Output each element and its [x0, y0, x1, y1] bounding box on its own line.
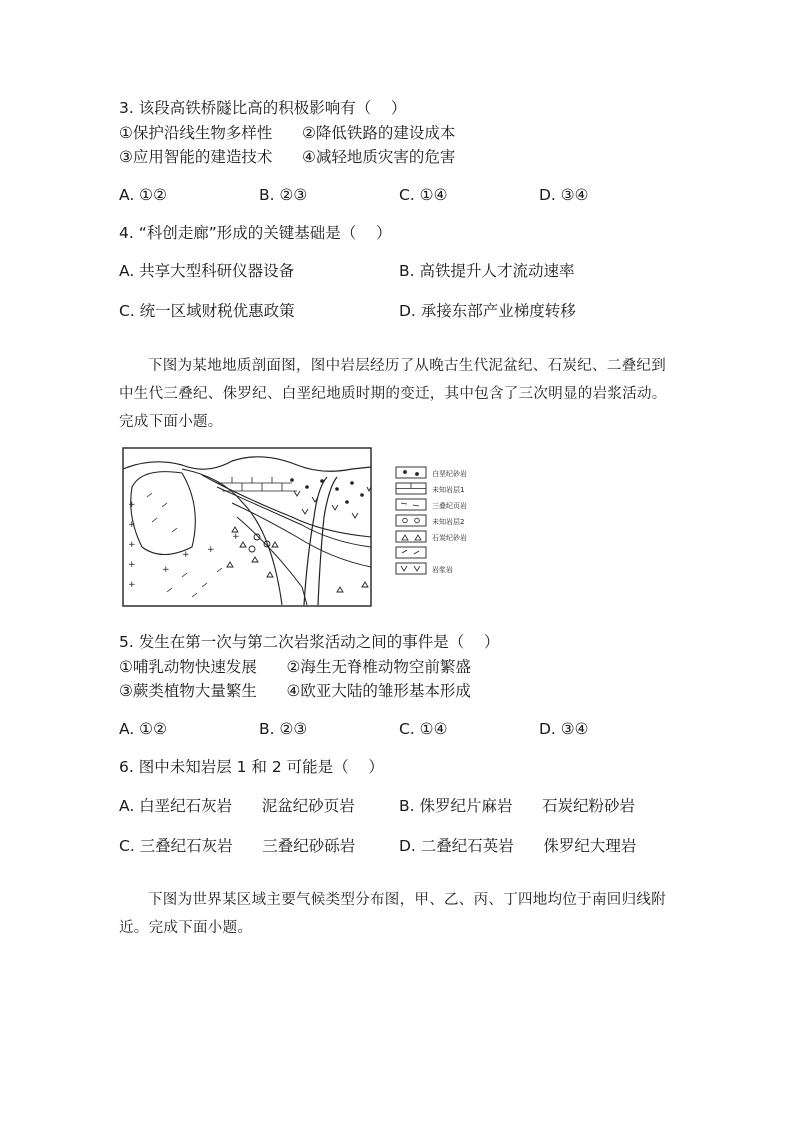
q4-stem: 4. “科创走廊”形成的关键基础是（ ） [119, 224, 392, 242]
geologic-section-figure [122, 447, 482, 609]
svg-text:+: + [128, 560, 136, 570]
q5-stem: 5. 发生在第一次与第二次岩浆活动之间的事件是（ ） [119, 633, 500, 651]
q4-option-c: C. 统一区域财税优惠政策 [119, 302, 295, 320]
q3-items-line2: ③应用智能的建造技术 ④减轻地质灾害的危害 [119, 148, 456, 166]
q4-option-b: B. 高铁提升人才流动速率 [399, 262, 575, 280]
svg-text:+: + [128, 500, 136, 510]
legend-label-1: 白垩纪砂岩 [432, 470, 467, 478]
q3-stem: 3. 该段高铁桥隧比高的积极影响有（ ） [119, 99, 407, 117]
svg-text:+: + [182, 550, 190, 560]
intro-paragraph-geology: 下图为某地地质剖面图，图中岩层经历了从晚古生代泥盆纪、石炭纪、二叠纪到中生代三叠纪、侏罗纪、白垩纪地质时期的变迁，其中包含了三次明显的岩浆活动。完成下面小题。 [119, 358, 667, 430]
q3-option-d: D. ③④ [539, 186, 589, 204]
intro-paragraph-climate: 下图为世界某区域主要气候类型分布图，甲、乙、丙、丁四地均位于南回归线附近。完成下面小题。 [119, 892, 666, 936]
q3-option-b: B. ②③ [259, 186, 308, 204]
q4-option-d: D. 承接东部产业梯度转移 [399, 302, 576, 320]
legend-label-5: 石炭纪砂岩 [432, 534, 467, 542]
q5-option-b: B. ②③ [259, 720, 308, 738]
q6-option-b: B. 侏罗纪片麻岩 石炭纪粉砂岩 [399, 797, 636, 815]
svg-text:+: + [128, 540, 136, 550]
q5-items-line2: ③蕨类植物大量繁生 ④欧亚大陆的雏形基本形成 [119, 682, 471, 700]
svg-text:+: + [128, 580, 136, 590]
q4-option-a: A. 共享大型科研仪器设备 [119, 262, 295, 280]
svg-text:+: + [207, 545, 215, 555]
legend-label-7: 岩浆岩 [432, 566, 453, 574]
legend-label-4: 未知岩层2 [432, 518, 465, 526]
q5-option-d: D. ③④ [539, 720, 589, 738]
q5-items-line1: ①哺乳动物快速发展 ②海生无脊椎动物空前繁盛 [119, 658, 471, 676]
q6-option-a: A. 白垩纪石灰岩 泥盆纪砂页岩 [119, 797, 355, 815]
q3-option-a: A. ①② [119, 186, 167, 204]
q3-option-c: C. ①④ [399, 186, 448, 204]
legend-label-3: 三叠纪页岩 [432, 502, 467, 510]
svg-text:+: + [128, 520, 136, 530]
q6-option-d: D. 二叠纪石英岩 侏罗纪大理岩 [399, 837, 637, 855]
q6-stem: 6. 图中未知岩层 1 和 2 可能是（ ） [119, 758, 384, 776]
svg-text:+: + [162, 565, 170, 575]
q3-items-line1: ①保护沿线生物多样性 ②降低铁路的建设成本 [119, 124, 456, 142]
svg-text:+: + [232, 532, 240, 542]
q6-option-c: C. 三叠纪石灰岩 三叠纪砂砾岩 [119, 837, 356, 855]
legend-label-2: 未知岩层1 [432, 486, 465, 494]
q5-option-c: C. ①④ [399, 720, 448, 738]
q5-option-a: A. ①② [119, 720, 167, 738]
